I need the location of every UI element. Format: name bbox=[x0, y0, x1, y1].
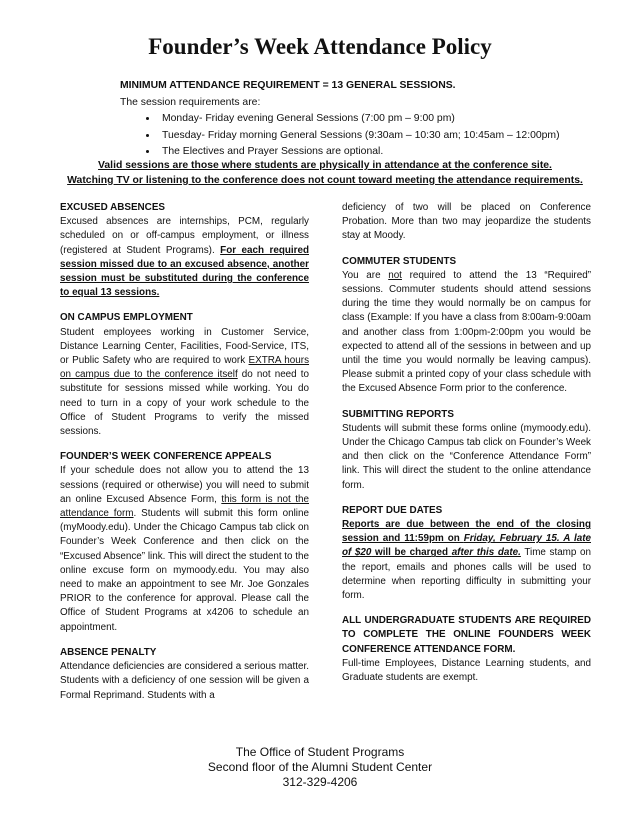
section-text bbox=[342, 518, 591, 603]
conference-appeals-section bbox=[60, 450, 309, 635]
list-item: • Monday- Friday evening General Sessions (7:00 pm – 9:00 pm) bbox=[158, 111, 580, 128]
absence-penalty-section bbox=[60, 646, 309, 703]
text-run: Time stamp on the report, emails and phones calls will be used to determine when reporting difficulty in submitting your form. bbox=[342, 547, 591, 602]
text-run: required to attend the 13 “Required” sessions. Commuter students should attend sessions during the time they would normally be on campus for class (Example: If you have a class from 8:00am-9:00am and another class from 1:00pm-2:00pm you would be expected to attend all of the sessions in between and up until the time you would normally be leaving campus). Please submit a printed copy of your class schedule with the Excused Absence Form prior to the conference. bbox=[342, 269, 591, 395]
text-run-underline: EXTRA hours on campus due to the conference itself bbox=[60, 355, 310, 381]
text-run-emphasis: Friday, February 15. A late of $20 bbox=[342, 533, 591, 559]
absence-penalty-continued bbox=[342, 201, 591, 244]
section-text: Students will submit these forms online (mymoody.edu). Under the Chicago Campus tab click on Founder’s Week and then click on the “Conference Attendance Form” link. This will direct the student to the online attendance form. bbox=[342, 422, 591, 491]
on-campus-employment-section bbox=[60, 311, 309, 439]
attendance-requirements bbox=[120, 78, 580, 161]
left-column bbox=[60, 201, 309, 714]
section-text: Full-time Employees, Distance Learning students, and Graduate students are exempt. bbox=[342, 657, 591, 684]
excused-absences-section bbox=[60, 201, 309, 300]
page-title: Founder’s Week Attendance Policy bbox=[148, 34, 492, 59]
report-due-dates-section bbox=[342, 504, 591, 603]
text-run: Student employees working in Customer Service, Distance Learning Center, Facilities, Food-Service, ITS, or Public Safety who are required to work bbox=[60, 326, 309, 367]
text-run-emphasis: Reports are due between the end of the closing session and 11:59pm on bbox=[342, 519, 591, 545]
list-item: • Tuesday- Friday morning General Sessions (9:30am – 10:30 am; 10:45am – 12:00pm) bbox=[158, 128, 580, 145]
section-text: Attendance deficiencies are considered a serious matter. Students with a deficiency of one session will be given a Formal Reprimand. Students with a bbox=[60, 661, 309, 701]
text-run-emphasis: For each required session missed due to an excused absence, another session must be substituted during the conference to equal 13 sessions. bbox=[60, 244, 309, 299]
text-run: . Students will submit this form online (myMoody.edu). Under the Chicago Campus tab click on Founder’s Week Conference and then click on the “Excused Absence” link. This will direct the student to the online excuse form on mymoody.edu. You may also need to make an appointment to see Mr. Joe Gonzales PRIOR to the conference for approval. Please call the Office of Student Programs at x4206 to schedule an appointment. bbox=[60, 508, 310, 633]
section-text bbox=[60, 326, 309, 440]
list-item: • The Electives and Prayer Sessions are optional. bbox=[158, 144, 580, 161]
section-heading: ON CAMPUS EMPLOYMENT bbox=[60, 312, 193, 324]
section-heading: ABSENCE PENALTY bbox=[60, 646, 157, 658]
section-text bbox=[60, 464, 309, 634]
requirements-heading: MINIMUM ATTENDANCE REQUIREMENT = 13 GENERAL SESSIONS. bbox=[120, 80, 456, 91]
valid-sessions-notice bbox=[40, 158, 610, 188]
text-run-underline: this form is not the attendance form bbox=[60, 493, 309, 520]
text-run: Excused absences are internships, PCM, regularly scheduled on or off-campus employment, or illness (registered at Student Programs). bbox=[60, 216, 309, 256]
text-run: If your schedule does not allow you to attend the 13 sessions (required or otherwise) you will need to submit an online Excused Absence Form, bbox=[60, 465, 309, 505]
commuter-students-section bbox=[342, 255, 591, 397]
text-run: You are bbox=[342, 269, 389, 281]
footer-location: Second floor of the Alumni Student Center bbox=[207, 760, 433, 774]
section-text bbox=[342, 269, 591, 397]
footer-phone: 312-329-4206 bbox=[282, 775, 358, 789]
text-run-emphasis: will be charged bbox=[371, 547, 452, 559]
footer-office: The Office of Student Programs bbox=[235, 745, 405, 759]
undergraduate-requirement-section bbox=[342, 614, 591, 685]
footer-contact bbox=[0, 745, 640, 790]
right-column bbox=[342, 201, 591, 696]
text-run-emphasis: after this date. bbox=[451, 547, 521, 559]
section-heading: COMMUTER STUDENTS bbox=[342, 255, 457, 267]
text-run-underline: not bbox=[388, 269, 402, 281]
requirements-list bbox=[120, 111, 580, 161]
section-heading: FOUNDER’S WEEK CONFERENCE APPEALS bbox=[60, 451, 272, 463]
section-heading: EXCUSED ABSENCES bbox=[60, 202, 165, 213]
valid-notice-line: Watching TV or listening to the conference does not count toward meeting the attendance requirements. bbox=[67, 175, 583, 186]
section-text: deficiency of two will be placed on Conference Probation. More than two may jeopardize the students stay at Moody. bbox=[342, 202, 591, 242]
section-heading: SUBMITTING REPORTS bbox=[342, 408, 454, 420]
valid-notice-line: Valid sessions are those where students are physically in attendance at the conference site. bbox=[98, 160, 552, 171]
section-heading: ALL UNDERGRADUATE STUDENTS ARE REQUIRED TO COMPLETE THE ONLINE FOUNDERS WEEK CONFERENCE ATTENDANCE FORM. bbox=[342, 615, 591, 655]
submitting-reports-section bbox=[342, 408, 591, 493]
text-run: do not need to substitute for sessions missed while working. You do need to turn in a copy of your work schedule to the Office of Student Programs to verify the missed sessions. bbox=[60, 369, 309, 438]
requirements-intro: The session requirements are: bbox=[120, 96, 261, 108]
section-text bbox=[60, 215, 309, 300]
section-heading: REPORT DUE DATES bbox=[342, 504, 443, 516]
